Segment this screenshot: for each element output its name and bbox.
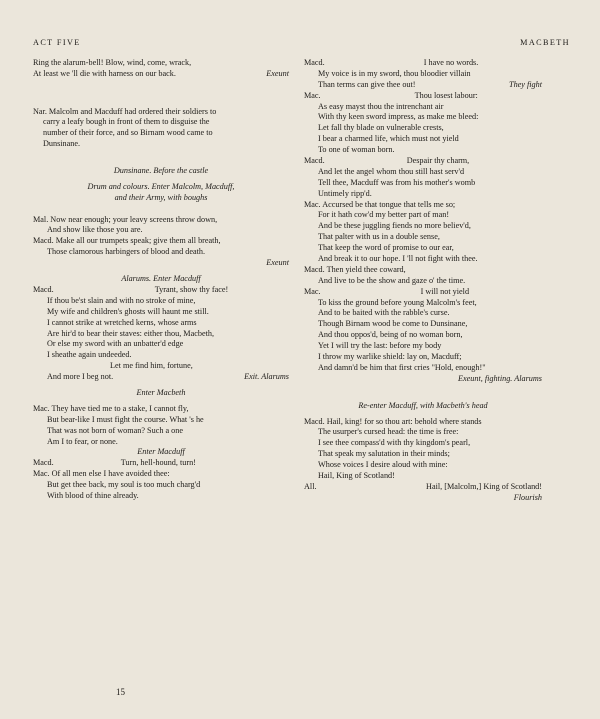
stage-direction: Drum and colours. Enter Malcolm, Macduff,	[87, 181, 235, 191]
speaker-name: Mac.	[304, 90, 321, 100]
verse-line: Am I to fear, or none.	[47, 436, 118, 446]
verse-line: Macd. I have no words.	[304, 58, 479, 67]
verse-line: To one of woman born.	[318, 145, 395, 155]
narrator-line: carry a leafy bough in front of them to disguise the	[43, 117, 210, 127]
verse-line: But bear-like I must fight the course. What 's he	[47, 414, 204, 424]
right-column	[304, 58, 542, 504]
verse-line: With blood of thine already.	[47, 490, 139, 500]
speaker-name: Macd.	[33, 458, 54, 468]
speaker-name: Macd.	[304, 58, 325, 67]
verse-line: Yet I will try the last: before my body	[318, 341, 442, 351]
verse-line: Macd. Despair thy charm,	[304, 156, 470, 166]
stage-direction: Re-enter Macduff, with Macbeth's head	[358, 400, 488, 410]
verse-line: Those clamorous harbingers of blood and death.	[47, 247, 206, 257]
verse-line: Tell thee, Macduff was from his mother's womb	[318, 177, 476, 187]
speaker-name: All.	[304, 481, 317, 491]
stage-direction: Flourish	[513, 492, 542, 502]
stage-direction: Exeunt, fighting. Alarums	[458, 373, 542, 383]
stage-direction: Alarums. Enter Macduff	[121, 274, 201, 284]
verse-line: I sheathe again undeeded.	[47, 350, 132, 360]
verse-line: All. Hail, [Malcolm,] King of Scotland!	[304, 481, 542, 491]
narrator-line: Nar. Malcolm and Macduff had ordered their soldiers to	[33, 106, 217, 116]
verse-line: I throw my warlike shield: lay on, Macduff;	[318, 352, 462, 362]
verse-line: Macd. Turn, hell-hound, turn!	[33, 458, 196, 468]
verse-line: To kiss the ground before young Malcolm's feet,	[318, 297, 477, 307]
verse-line: That speak my salutation in their minds;	[318, 449, 450, 459]
verse-line: Let fall thy blade on vulnerable crests,	[318, 123, 444, 133]
verse-line: Mac. Of all men else I have avoided thee:	[33, 469, 170, 479]
verse-line: That was not born of woman? Such a one	[47, 425, 183, 435]
stage-direction: Enter Macbeth	[136, 387, 186, 397]
verse-line: Ring the alarum-bell! Blow, wind, come, wrack,	[33, 58, 192, 67]
verse-line: Mal. Now near enough; your leavy screens throw down,	[33, 214, 218, 224]
verse-line: Or else my sword with an unbatter'd edge	[47, 339, 184, 349]
verse-line: Than terms can give thee out! They fight	[318, 79, 542, 89]
verse-line: Hail, King of Scotland!	[318, 470, 395, 480]
speaker-name: Macd.	[33, 284, 54, 294]
verse-line: Macd. Tyrant, show thy face!	[33, 284, 229, 294]
verse-line: And damn'd be him that first cries "Hold, enough!"	[318, 362, 486, 372]
verse-line: And let the angel whom thou still hast serv'd	[318, 166, 465, 176]
stage-direction: Enter Macduff	[137, 447, 185, 457]
verse-line: Mac. I will not yield	[304, 286, 470, 296]
scene-heading: Dunsinane. Before the castle	[113, 166, 209, 176]
verse-line: I bear a charmed life, which must not yield	[318, 134, 459, 144]
stage-direction: and their Army, with boughs	[114, 192, 208, 202]
verse-line: Mac. They have tied me to a stake, I cannot fly,	[33, 403, 189, 413]
verse-line: I see thee compass'd with thy kingdom's pearl,	[318, 438, 471, 448]
page-number: 15	[116, 687, 125, 697]
verse-line: And thou oppos'd, being of no woman born,	[318, 330, 463, 340]
verse-line: I cannot strike at wretched kerns, whose arms	[47, 317, 197, 327]
verse-line: My voice is in my sword, thou bloodier villain	[318, 68, 471, 78]
verse-line: Whose voices I desire aloud with mine:	[318, 460, 448, 470]
verse-line: For it hath cow'd my better part of man!	[318, 210, 450, 220]
speaker-name: Mac.	[304, 286, 321, 296]
verse-line: My wife and children's ghosts will haunt me still.	[47, 306, 209, 316]
verse-line: As easy mayst thou the intrenchant air	[318, 101, 444, 111]
narrator-line: Dunsinane.	[43, 139, 81, 149]
verse-line: And live to be the show and gaze o' the time.	[318, 275, 466, 285]
verse-line: Mac. Accursed be that tongue that tells me so;	[304, 199, 456, 209]
verse-line: Let me find him, fortune,	[110, 361, 193, 371]
stage-direction: Exit. Alarums	[244, 372, 289, 382]
verse-line: And more I beg not. Exit. Alarums	[47, 372, 289, 382]
speaker-name: Macd.	[304, 156, 325, 166]
narrator-line: number of their force, and so Birnam wood came to	[43, 128, 213, 138]
left-column	[33, 58, 289, 502]
verse-line: Are hir'd to bear their staves: either thou, Macbeth,	[47, 328, 214, 338]
verse-line: Though Birnam wood be come to Dunsinane,	[318, 319, 468, 329]
running-head-title: MACBETH	[520, 38, 570, 47]
verse-line: That palter with us in a double sense,	[318, 232, 440, 242]
verse-line: And be these juggling fiends no more believ'd,	[318, 221, 471, 231]
verse-line: But get thee back, my soul is too much charg'd	[47, 480, 201, 490]
verse-line: With thy keen sword impress, as make me bleed:	[318, 112, 479, 122]
verse-line: The usurper's cursed head: the time is free:	[318, 427, 459, 437]
stage-direction: Exeunt	[266, 68, 289, 78]
verse-line: Macd. Make all our trumpets speak; give them all breath,	[33, 236, 221, 246]
running-head-act: ACT FIVE	[33, 38, 81, 47]
verse-line: At least we 'll die with harness on our back. Exeunt	[33, 68, 289, 78]
verse-line: Mac. Thou losest labour:	[304, 90, 478, 100]
verse-line: And to be baited with the rabble's curse.	[318, 308, 450, 318]
stage-direction: They fight	[509, 79, 542, 89]
stage-direction: Exeunt	[266, 258, 289, 268]
verse-line: Macd. Hail, king! for so thou art: behold where stands	[304, 416, 482, 426]
verse-line: Untimely ripp'd.	[318, 188, 372, 198]
verse-line: And show like those you are.	[47, 225, 143, 235]
verse-line: And break it to our hope. I 'll not fight with thee.	[318, 254, 478, 264]
verse-line: Macd. Then yield thee coward,	[304, 264, 406, 274]
verse-line: That keep the word of promise to our ear,	[318, 243, 454, 253]
verse-line: If thou be'st slain and with no stroke of mine,	[47, 295, 196, 305]
